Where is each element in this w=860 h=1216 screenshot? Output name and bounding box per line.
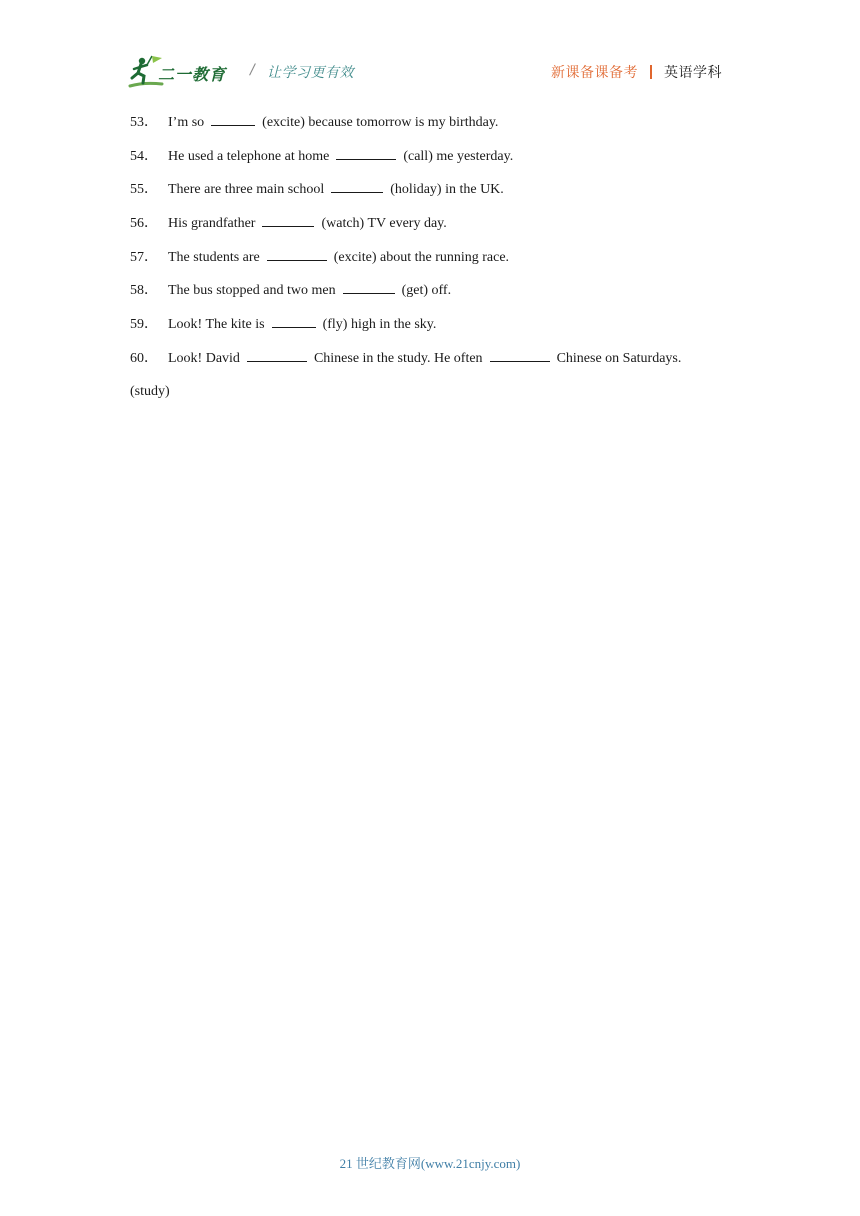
- question-text-pre: His grandfather: [168, 216, 256, 232]
- question-number: 54．: [130, 148, 158, 164]
- answer-blank-1[interactable]: [247, 348, 307, 362]
- question-number: 53．: [130, 115, 158, 130]
- question-text-pre: There are three main school: [168, 182, 325, 198]
- question-number: 57．: [130, 249, 158, 265]
- question-text-pre: Look! The kite is: [168, 317, 265, 333]
- question-number: 59．: [130, 317, 158, 333]
- answer-blank[interactable]: [336, 146, 396, 160]
- question-58: [130, 280, 730, 314]
- question-text-post: (excite) about the running race.: [333, 249, 510, 265]
- question-text-post: (get) off.: [401, 283, 452, 299]
- question-text-part3: Chinese on Saturdays.: [556, 350, 682, 366]
- question-56: [130, 213, 730, 247]
- question-text-pre: The bus stopped and two men: [168, 283, 336, 299]
- question-text-part1: Look! David: [168, 350, 240, 366]
- question-text-post: (excite) because tomorrow is my birthday.: [262, 115, 499, 130]
- question-number: 60．: [130, 350, 158, 366]
- question-list: [130, 112, 730, 415]
- answer-blank[interactable]: [272, 314, 316, 328]
- answer-blank[interactable]: [331, 179, 383, 193]
- header-right: [551, 62, 722, 82]
- series-label: 新课备课备考: [551, 65, 638, 81]
- question-60: [130, 348, 730, 382]
- page-footer: 21 世纪教育网(www.21cnjy.com): [339, 1156, 521, 1171]
- question-text-pre: The students are: [168, 249, 260, 265]
- question-text-post: (watch) TV every day.: [321, 216, 447, 232]
- question-text-post: (fly) high in the sky.: [322, 317, 437, 333]
- logo: [128, 54, 240, 90]
- question-number: 56．: [130, 216, 158, 232]
- question-53: [130, 112, 730, 146]
- answer-blank[interactable]: [267, 247, 327, 261]
- slogan: 让学习更有效: [267, 65, 354, 81]
- answer-blank[interactable]: [343, 280, 395, 294]
- question-text-post: (holiday) in the UK.: [390, 182, 504, 198]
- question-text-pre: He used a telephone at home: [168, 148, 330, 164]
- page-header: [0, 0, 860, 100]
- question-text-post: (call) me yesterday.: [403, 148, 514, 164]
- answer-blank[interactable]: [211, 112, 255, 126]
- question-number: 55．: [130, 182, 158, 198]
- question-59: [130, 314, 730, 348]
- question-57: [130, 247, 730, 281]
- question-55: [130, 179, 730, 213]
- question-60-hint-line: [130, 382, 730, 416]
- question-54: [130, 146, 730, 180]
- subject-label: 英语学科: [664, 65, 722, 81]
- question-text-part2: Chinese in the study. He often: [313, 350, 483, 366]
- header-divider: [650, 65, 652, 79]
- logo-text: 二一教育: [158, 65, 227, 84]
- question-number: 58．: [130, 283, 158, 299]
- question-text-pre: I’m so: [168, 115, 205, 130]
- slogan-separator: /: [250, 62, 255, 78]
- question-hint: (study): [130, 383, 170, 399]
- answer-blank[interactable]: [262, 213, 314, 227]
- answer-blank-2[interactable]: [490, 348, 550, 362]
